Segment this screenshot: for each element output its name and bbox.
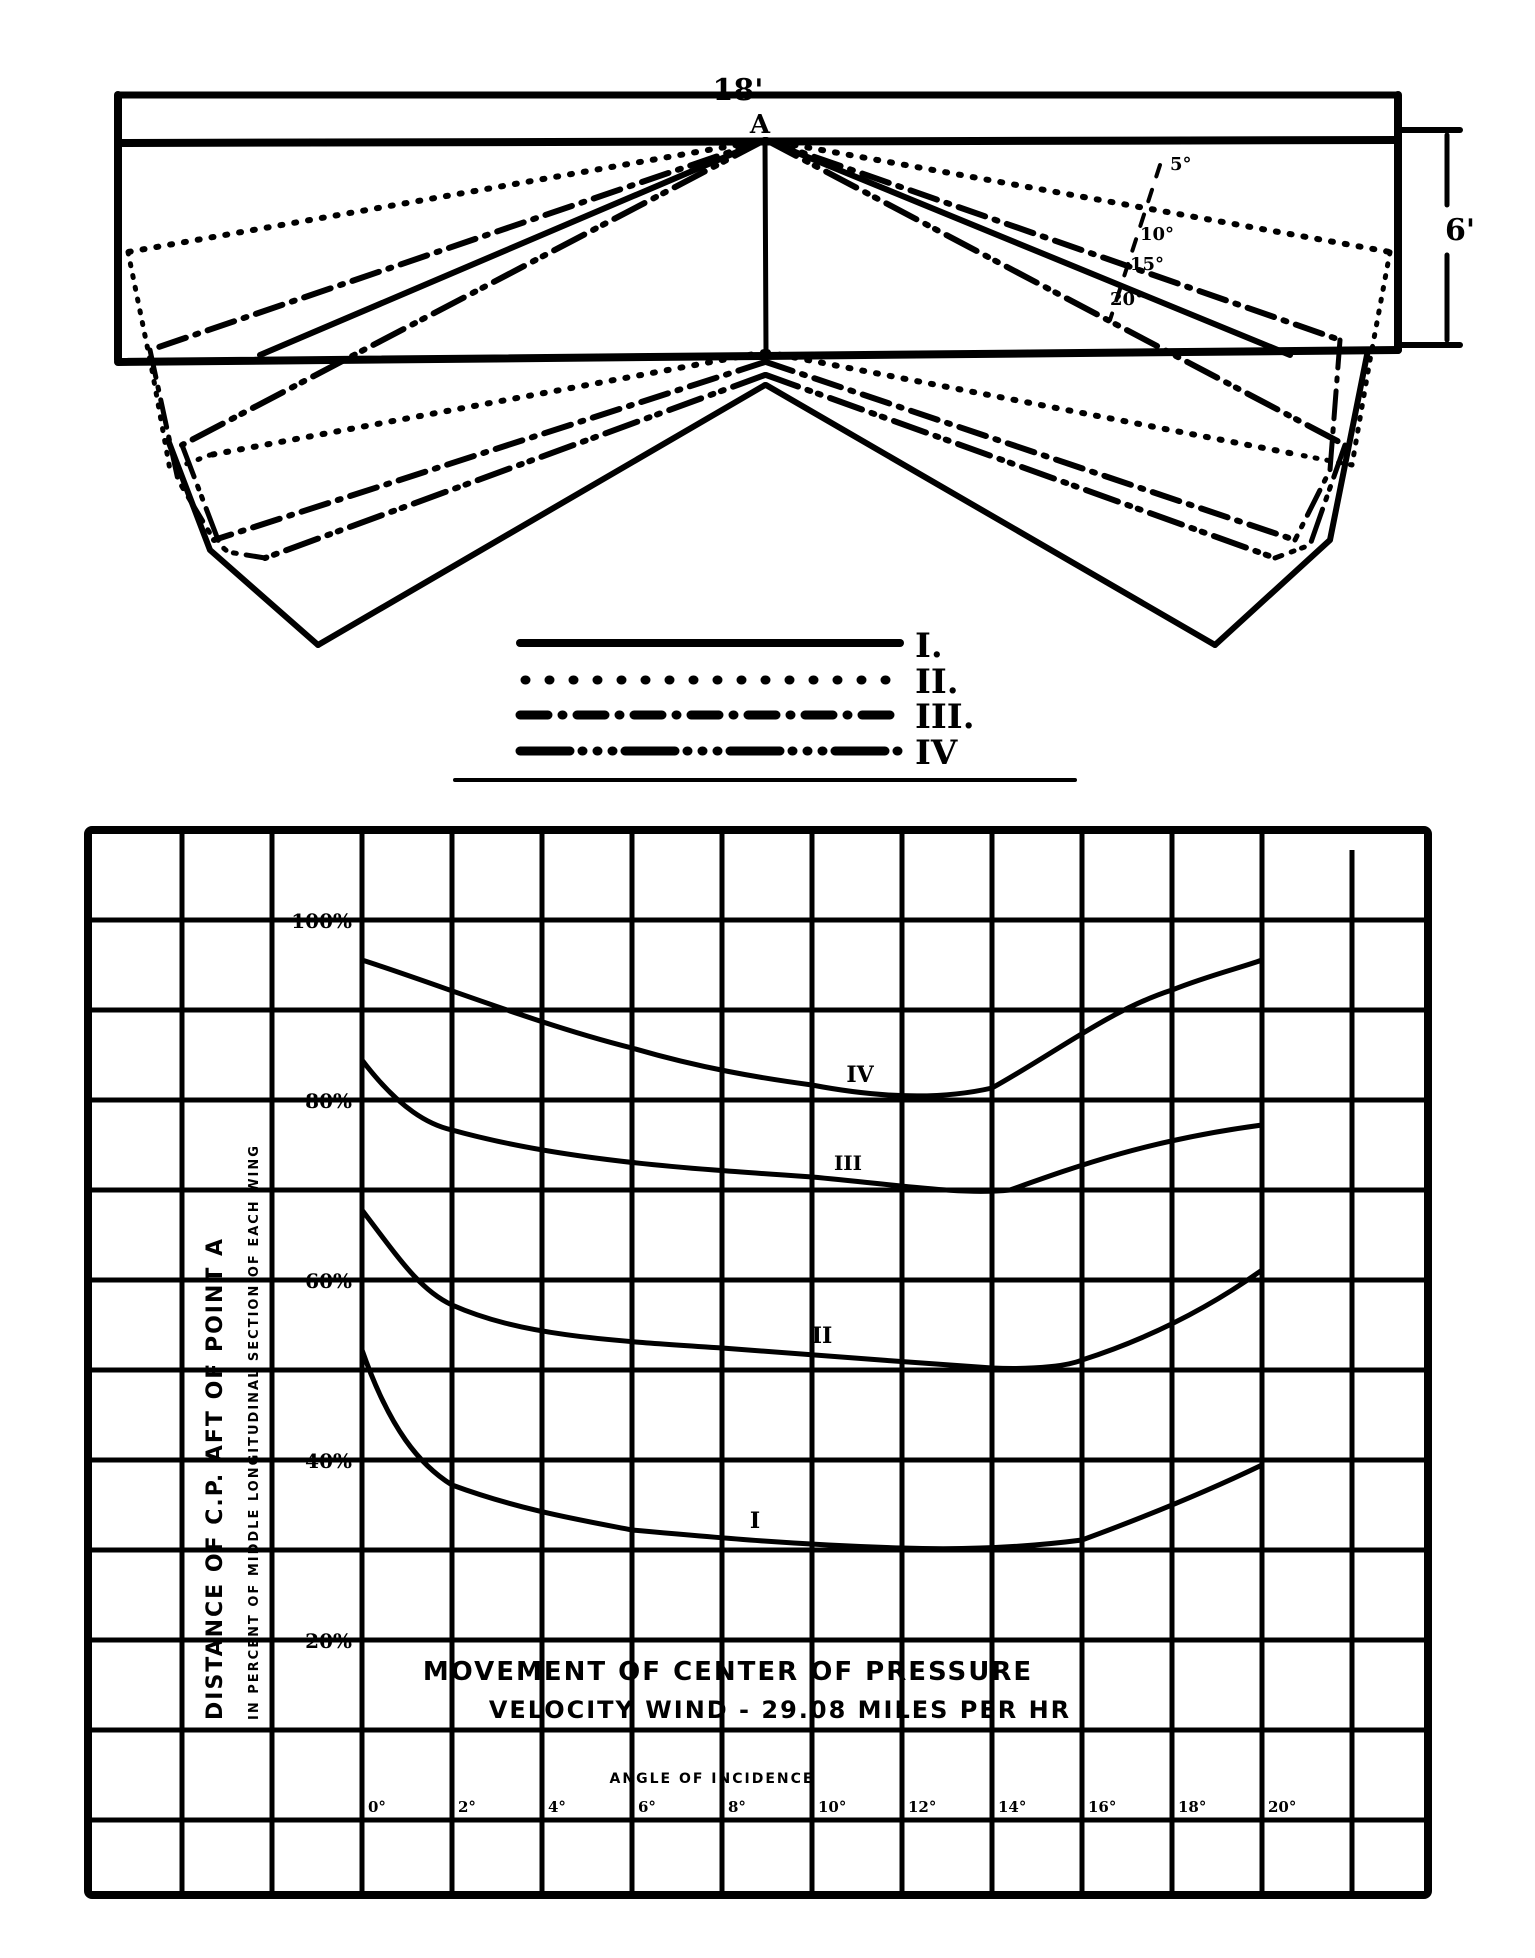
right-wing-iv-tip xyxy=(1275,445,1345,558)
curve-label-ii: II xyxy=(811,1323,833,1349)
right-wing-iii-top xyxy=(766,140,1340,340)
angle-label-15: 15° xyxy=(1130,254,1165,275)
right-wing-i-tip xyxy=(1215,350,1368,645)
legend-label-i: I. xyxy=(915,626,943,666)
x-tick-4: 4° xyxy=(548,1798,566,1816)
bottom-plane-line xyxy=(118,350,1398,362)
left-wing-iv-top xyxy=(182,140,765,445)
right-wing-ii-top xyxy=(766,140,1390,252)
x-axis-label: ANGLE OF INCIDENCE xyxy=(609,1771,815,1787)
chart-subtitle: VELOCITY WIND - 29.08 MILES PER HR xyxy=(488,1696,1072,1724)
point-a-label: A xyxy=(749,110,771,140)
span-label: 18' xyxy=(712,73,764,108)
chart xyxy=(88,830,1428,1895)
curve-label-i: I xyxy=(749,1508,761,1534)
angle-label-20: 20° xyxy=(1110,289,1145,310)
x-tick-labels xyxy=(368,1798,1296,1816)
left-wing-ii-top xyxy=(128,140,765,252)
chart-frame xyxy=(88,830,1428,1895)
legend-label-iv: IV xyxy=(915,733,958,773)
left-wing-i-top xyxy=(260,140,765,355)
right-wing-i-top xyxy=(766,140,1290,355)
y-tick-100: 100% xyxy=(291,909,352,933)
legend-label-ii: II. xyxy=(915,662,959,702)
center-post xyxy=(765,140,766,352)
wing-diagram xyxy=(118,73,1475,645)
x-tick-8: 8° xyxy=(728,1798,746,1816)
y-tick-20: 20% xyxy=(305,1629,352,1653)
height-label: 6' xyxy=(1444,213,1476,248)
y-axis-sublabel: IN PERCENT OF MIDDLE LONGITUDINAL SECTION OF EACH WING xyxy=(247,1144,262,1720)
y-tick-80: 80% xyxy=(305,1089,352,1113)
angle-label-5: 5° xyxy=(1170,154,1192,175)
x-tick-20: 20° xyxy=(1268,1798,1297,1816)
right-wing-iv-top xyxy=(766,140,1345,445)
x-tick-18: 18° xyxy=(1178,1798,1207,1816)
x-tick-14: 14° xyxy=(998,1798,1027,1816)
chart-title: MOVEMENT OF CENTER OF PRESSURE xyxy=(422,1657,1034,1687)
angle-label-10: 10° xyxy=(1140,224,1175,245)
left-wing-iii-bottom xyxy=(214,362,765,540)
right-wing-iii-bottom xyxy=(766,362,1295,540)
x-tick-12: 12° xyxy=(908,1798,937,1816)
right-wing-ii-tip xyxy=(1300,252,1390,465)
y-axis-label: DISTANCE OF C.P. AFT OF POINT A xyxy=(203,1236,228,1720)
x-tick-6: 6° xyxy=(638,1798,656,1816)
curve-label-iv: IV xyxy=(846,1062,874,1088)
right-wing-i-bottom xyxy=(766,385,1215,645)
left-wing-i-bottom xyxy=(318,385,765,645)
x-tick-2: 2° xyxy=(458,1798,476,1816)
curve-label-iii: III xyxy=(833,1151,863,1175)
x-tick-10: 10° xyxy=(818,1798,847,1816)
x-tick-16: 16° xyxy=(1088,1798,1117,1816)
legend-label-iii: III. xyxy=(915,697,975,737)
x-tick-0: 0° xyxy=(368,1798,386,1816)
y-tick-40: 40% xyxy=(305,1449,352,1473)
y-tick-60: 60% xyxy=(305,1269,352,1293)
chart-grid xyxy=(88,830,1428,1895)
legend xyxy=(455,626,1075,780)
left-wing-iii-top xyxy=(150,140,765,350)
